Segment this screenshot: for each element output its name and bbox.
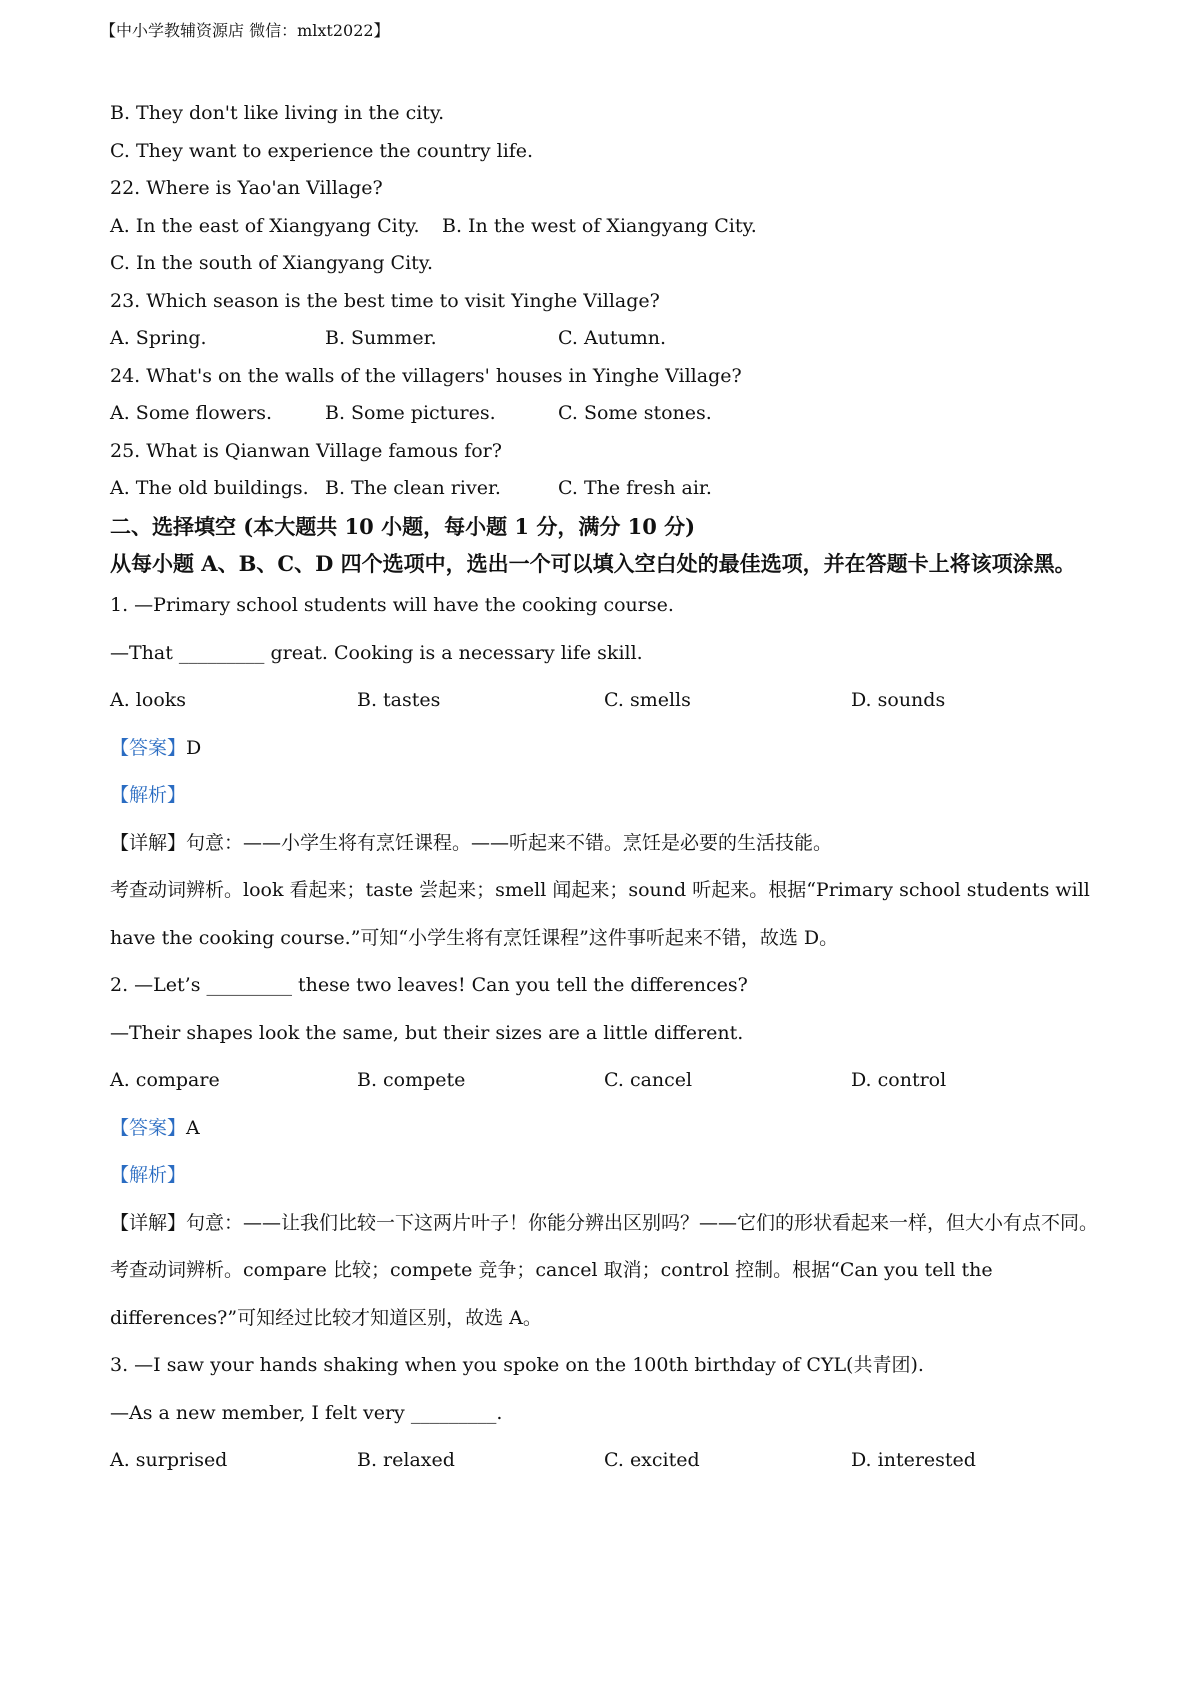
q24-option-a: A. Some flowers. <box>110 402 273 424</box>
q23-option-a: A. Spring. <box>110 327 207 349</box>
q2-analysis <box>110 1152 1100 1200</box>
q3-option-c: C. excited <box>604 1449 700 1471</box>
q2-option-a: A. compare <box>110 1069 220 1091</box>
q1-line2: —That _________ great. Cooking is a necessary life skill. <box>110 641 643 664</box>
q22-question: 22. Where is Yao'an Village? <box>110 177 383 199</box>
q2-detail: 【详解】句意：——让我们比较一下这两片叶子！你能分辨出区别吗？——它们的形状看起来一样，但大小有点不同。 <box>110 1211 1099 1234</box>
q24-option-c: C. Some stones. <box>558 402 712 424</box>
q3-option-a: A. surprised <box>110 1449 228 1471</box>
q2-line1: 2. —Let’s _________ these two leaves! Can you tell the differences? <box>110 974 748 996</box>
q2-option-b: B. compete <box>357 1069 466 1091</box>
q22-option-a: A. In the east of Xiangyang City. <box>110 214 420 237</box>
q3-options-row <box>110 1437 1100 1485</box>
q2-option-d: D. control <box>851 1069 947 1091</box>
q3-line2: —As a new member, I felt very _________. <box>110 1401 503 1424</box>
q24-option-b: B. Some pictures. <box>325 402 496 424</box>
q2-line2: —Their shapes look the same, but their sizes are a little different. <box>110 1021 744 1044</box>
q1-explain: 考查动词辨析。look 看起来；taste 尝起来；smell 闻起来；sound 听起来。根据“Primary school students will have the cooking course.”可知“小学生将有烹饪课程”这件事听起来不错，故选 D。 <box>110 879 1090 949</box>
q25-options-row <box>110 470 1100 508</box>
section-title: 二、选择填空 (本大题共 10 小题，每小题 1 分，满分 10 分) <box>110 513 696 539</box>
analysis-tag: 【解析】 <box>110 784 187 806</box>
q23-option-c: C. Autumn. <box>558 327 667 349</box>
page-header: 【中小学教辅资源店 微信：mlxt2022】 <box>100 21 390 40</box>
q2-option-c: C. cancel <box>604 1069 693 1091</box>
q24-question: 24. What's on the walls of the villagers' houses in Yinghe Village? <box>110 364 742 387</box>
q1-detail: 【详解】句意：——小学生将有烹饪课程。——听起来不错。烹饪是必要的生活技能。 <box>110 831 833 854</box>
q21-option-c: C. They want to experience the country life. <box>110 139 534 162</box>
q25-question: 25. What is Qianwan Village famous for? <box>110 439 502 462</box>
q1-line1: 1. —Primary school students will have the cooking course. <box>110 594 674 616</box>
q22-options-row <box>110 208 1100 246</box>
q25-option-b: B. The clean river. <box>325 477 501 499</box>
q1-option-a: A. looks <box>110 689 187 711</box>
answer-value: D <box>186 736 202 759</box>
document-content <box>110 95 1100 1485</box>
q3-option-d: D. interested <box>851 1449 976 1471</box>
section-instruction: 从每小题 A、B、C、D 四个选项中，选出一个可以填入空白处的最佳选项，并在答题卡上将该项涂黑。 <box>110 551 1076 576</box>
q1-option-b: B. tastes <box>357 689 441 711</box>
q22-option-c: C. In the south of Xiangyang City. <box>110 252 434 274</box>
q1-option-c: C. smells <box>604 689 691 711</box>
q24-options-row <box>110 395 1100 433</box>
q2-explain: 考查动词辨析。compare 比较；compete 竞争；cancel 取消；control 控制。根据“Can you tell the differences?”可知经过比较才知道区别，故选 A。 <box>110 1259 993 1329</box>
q21-option-b: B. They don't like living in the city. <box>110 102 445 124</box>
q1-options-row <box>110 677 1100 725</box>
q25-option-c: C. The fresh air. <box>558 477 712 499</box>
q1-analysis <box>110 772 1100 820</box>
answer-tag: 【答案】 <box>110 736 187 759</box>
q23-question: 23. Which season is the best time to visit Yinghe Village? <box>110 289 660 312</box>
answer-value: A <box>186 1116 200 1139</box>
q25-option-a: A. The old buildings. <box>110 477 309 499</box>
analysis-tag: 【解析】 <box>110 1164 187 1186</box>
answer-tag: 【答案】 <box>110 1116 187 1139</box>
q23-option-b: B. Summer. <box>325 327 437 349</box>
q3-line1: 3. —I saw your hands shaking when you spoke on the 100th birthday of CYL(共青团). <box>110 1354 924 1376</box>
q3-option-b: B. relaxed <box>357 1449 455 1471</box>
q2-answer <box>110 1105 1100 1153</box>
q2-options-row <box>110 1057 1100 1105</box>
q1-option-d: D. sounds <box>851 689 946 711</box>
q1-answer <box>110 725 1100 773</box>
q23-options-row <box>110 320 1100 358</box>
q22-option-b: B. In the west of Xiangyang City. <box>442 214 757 237</box>
